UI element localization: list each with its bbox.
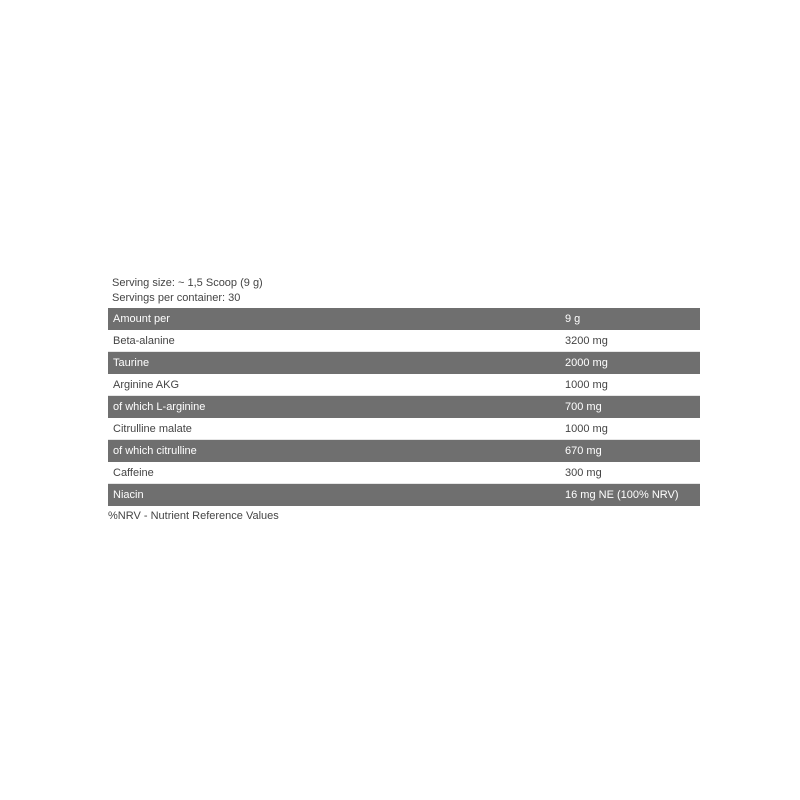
table-row	[108, 308, 700, 330]
row-name: of which citrulline	[113, 444, 197, 457]
row-value: 9 g	[565, 312, 581, 325]
row-name: of which L-arginine	[113, 400, 206, 413]
row-name: Beta-alanine	[113, 334, 175, 347]
row-name: Citrulline malate	[113, 422, 192, 435]
nutrition-table	[108, 308, 700, 506]
row-value: 670 mg	[565, 444, 602, 457]
row-value: 300 mg	[565, 466, 602, 479]
servings-per-container: Servings per container: 30	[112, 292, 241, 304]
table-row	[108, 418, 700, 440]
row-value: 700 mg	[565, 400, 602, 413]
row-name: Arginine AKG	[113, 378, 180, 391]
table-row	[108, 484, 700, 506]
serving-info	[112, 276, 263, 306]
row-name: Taurine	[113, 356, 150, 369]
table-row	[108, 330, 700, 352]
table-row	[108, 440, 700, 462]
row-value: 3200 mg	[565, 334, 608, 347]
row-value: 1000 mg	[565, 378, 608, 391]
table-row	[108, 374, 700, 396]
table-row	[108, 396, 700, 418]
row-name: Niacin	[113, 488, 144, 501]
row-name: Amount per	[113, 312, 170, 325]
table-row	[108, 352, 700, 374]
row-name: Caffeine	[113, 466, 154, 479]
row-value: 1000 mg	[565, 422, 608, 435]
row-value: 2000 mg	[565, 356, 608, 369]
table-row	[108, 462, 700, 484]
row-value: 16 mg NE (100% NRV)	[565, 488, 679, 501]
footnote: %NRV - Nutrient Reference Values	[108, 510, 279, 522]
serving-size: Serving size: ~ 1,5 Scoop (9 g)	[112, 277, 263, 289]
